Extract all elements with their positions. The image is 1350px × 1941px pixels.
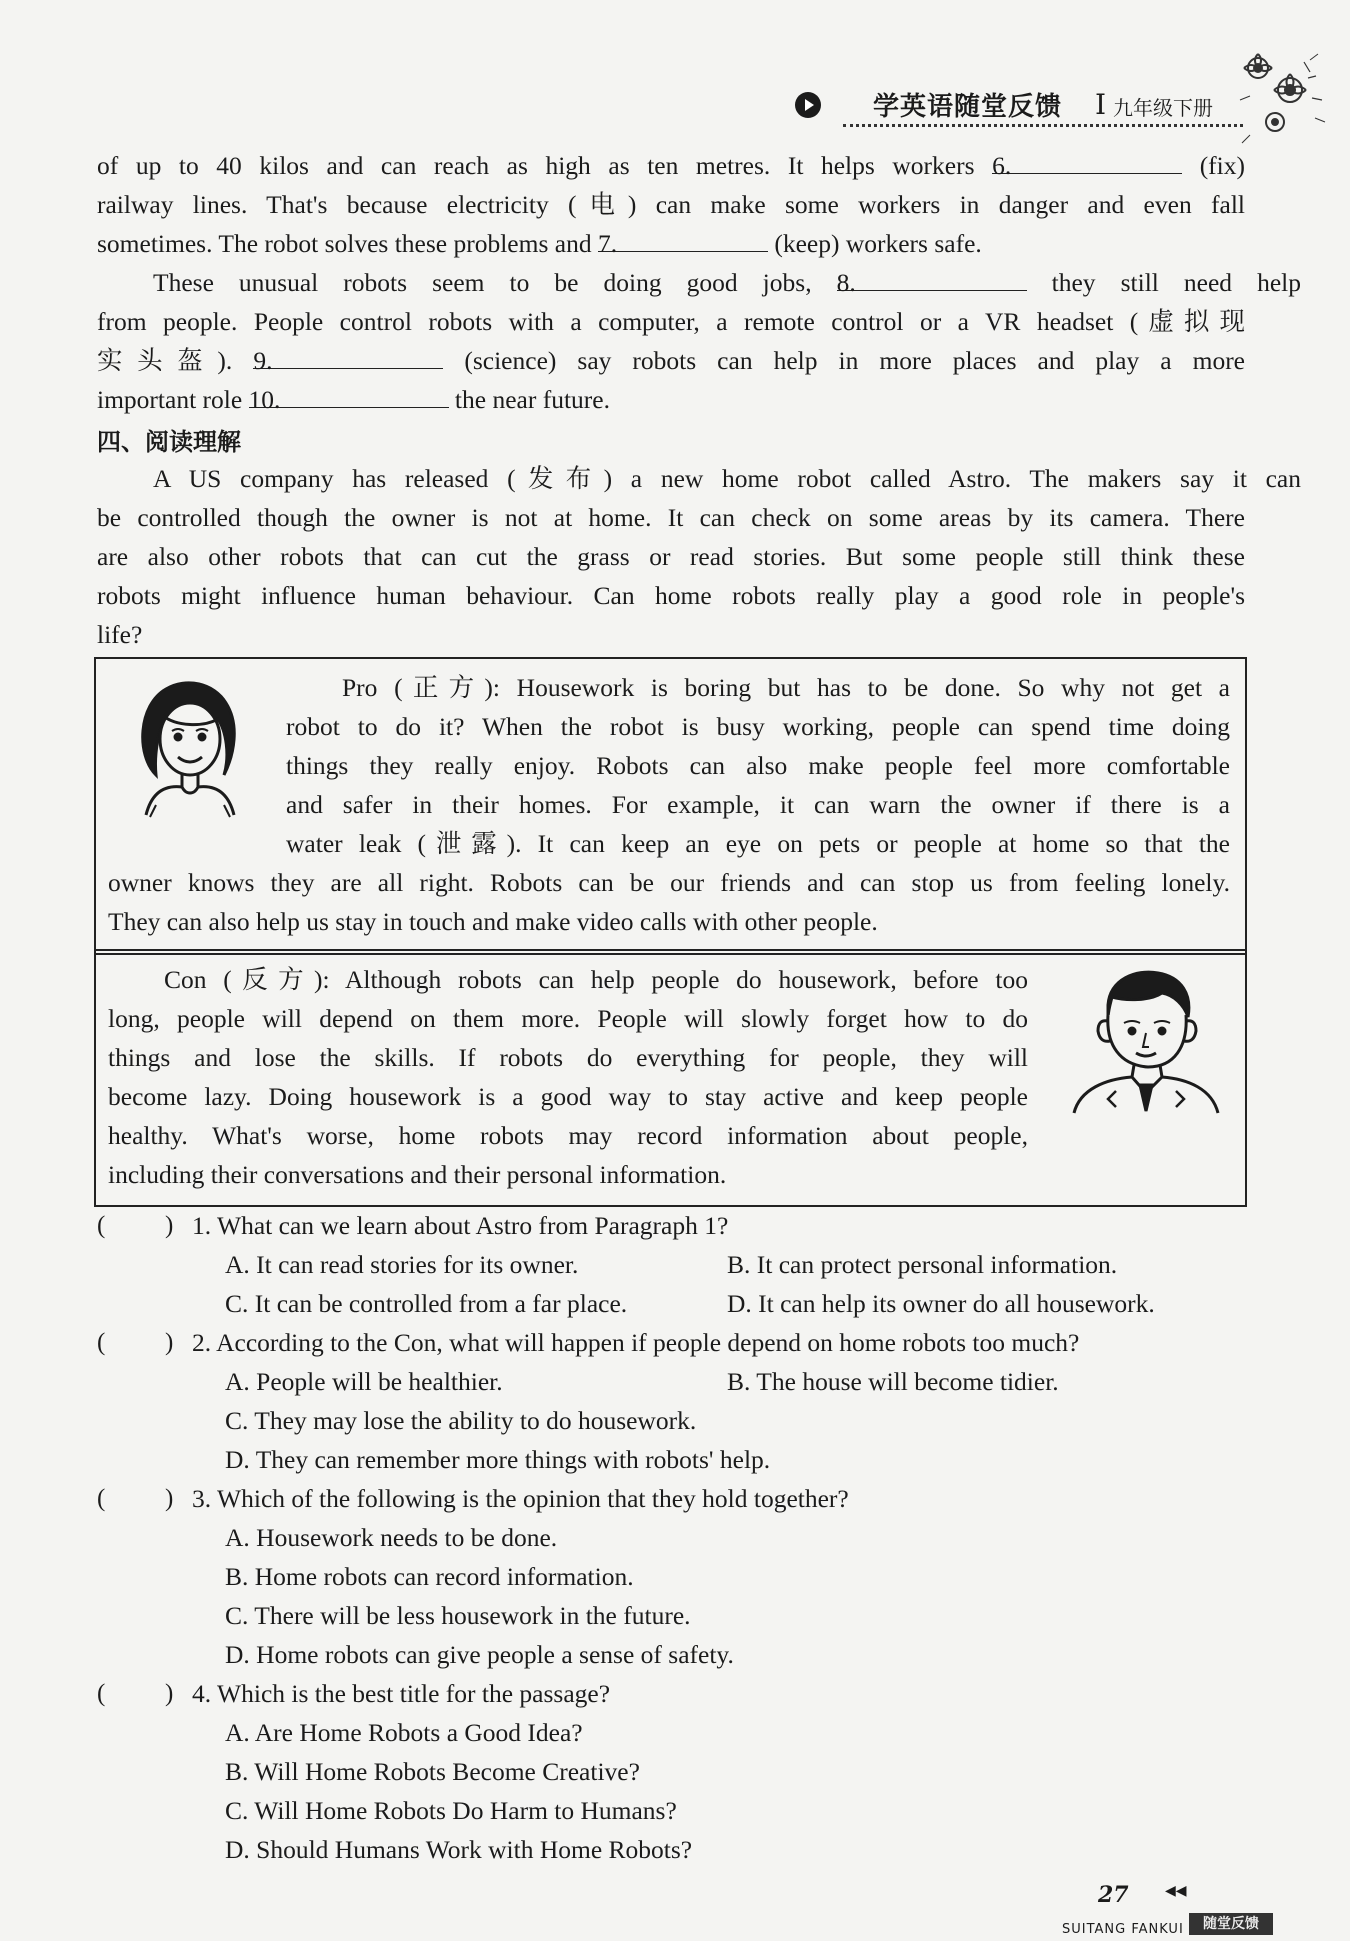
passage-line: railway lines. That's because electricity (电) can make some workers in danger and even fall: [97, 190, 1245, 219]
text: the near future.: [454, 385, 610, 414]
page-header: [795, 78, 1325, 138]
header-dotted-line: [843, 124, 1243, 127]
con-line: things and lose the skills. If robots do everything for people, they will: [108, 1043, 1028, 1072]
text: they still need help: [1051, 268, 1301, 297]
page-number: 27: [1098, 1882, 1129, 1908]
option-1c[interactable]: C. It can be controlled from a far place.: [225, 1289, 628, 1318]
pro-line: owner knows they are all right. Robots can be our friends and can stop us from feeling lonely.: [108, 868, 1230, 897]
passage-line: from people. People control robots with a computer, a remote control or a VR headset (虚拟现: [97, 307, 1245, 336]
answer-paren-right: ): [165, 1680, 174, 1707]
passage-line: [97, 381, 610, 419]
option-1b[interactable]: B. It can protect personal information.: [727, 1250, 1118, 1279]
option-3c[interactable]: C. There will be less housework in the future.: [225, 1601, 691, 1630]
answer-blank-8[interactable]: [836, 264, 1027, 297]
question-3: 3. Which of the following is the opinion that they hold together?: [192, 1484, 849, 1513]
passage-line: [97, 147, 1245, 185]
answer-blank-9[interactable]: [253, 342, 443, 375]
blank-number: 9.: [253, 346, 273, 375]
pro-line: Pro (正方): Housework is boring but has to be done. So why not get a: [342, 673, 1230, 702]
text: important role: [97, 385, 249, 414]
girl-avatar-icon: [126, 675, 254, 820]
pro-line: things they really enjoy. Robots can also make people feel more comfortable: [286, 751, 1230, 780]
man-avatar-icon: [1066, 965, 1226, 1115]
option-2c[interactable]: C. They may lose the ability to do housework.: [225, 1406, 697, 1435]
intro-line: A US company has released (发布) a new home robot called Astro. The makers say it can: [153, 464, 1301, 493]
option-2b[interactable]: B. The house will become tidier.: [727, 1367, 1059, 1396]
text: (fix): [1199, 151, 1245, 180]
option-1d[interactable]: D. It can help its owner do all housework.: [727, 1289, 1155, 1318]
play-icon: [795, 92, 821, 118]
blank-number: 6.: [992, 151, 1012, 180]
answer-paren-left: (: [97, 1212, 106, 1239]
option-1a[interactable]: A. It can read stories for its owner.: [225, 1250, 579, 1279]
text: (keep) workers safe.: [774, 229, 982, 258]
grade-label: 九年级下册: [1113, 96, 1213, 120]
intro-line: robots might influence human behaviour. Can home robots really play a good role in people's: [97, 581, 1245, 610]
section-title: 四、阅读理解: [97, 428, 241, 456]
text: These unusual robots seem to be doing good jobs,: [153, 268, 837, 297]
option-3d[interactable]: D. Home robots can give people a sense of safety.: [225, 1640, 734, 1669]
pro-line: robot to do it? When the robot is busy working, people can spend time doing: [286, 712, 1230, 741]
option-4d[interactable]: D. Should Humans Work with Home Robots?: [225, 1835, 693, 1864]
blank-number: 7.: [597, 229, 618, 258]
answer-blank-6[interactable]: [992, 147, 1182, 180]
question-1: 1. What can we learn about Astro from Paragraph 1?: [192, 1211, 729, 1240]
passage-line: [153, 264, 1301, 302]
blank-number: 10.: [248, 385, 281, 414]
option-4b[interactable]: B. Will Home Robots Become Creative?: [225, 1757, 640, 1786]
intro-line: be controlled though the owner is not at home. It can check on some areas by its camera. There: [97, 503, 1245, 532]
text: 实头盔).: [97, 346, 254, 375]
pro-line: They can also help us stay in touch and make video calls with other people.: [108, 907, 878, 936]
question-4: 4. Which is the best title for the passage?: [192, 1679, 611, 1708]
option-4a[interactable]: A. Are Home Robots a Good Idea?: [225, 1718, 583, 1747]
option-3a[interactable]: A. Housework needs to be done.: [225, 1523, 558, 1552]
passage-line: [97, 342, 1245, 380]
option-2a[interactable]: A. People will be healthier.: [225, 1367, 503, 1396]
pro-line: and safer in their homes. For example, it can warn the owner if there is a: [286, 790, 1230, 819]
header-separator: I: [1095, 88, 1107, 121]
pro-line: water leak (泄露). It can keep an eye on pets or people at home so that the: [286, 829, 1230, 858]
answer-paren-left: (: [97, 1485, 106, 1512]
answer-paren-right: ): [165, 1485, 174, 1512]
footer-latin-label: SUITANG FANKUI: [1062, 1922, 1184, 1937]
text: sometimes. The robot solves these problems and: [97, 229, 598, 258]
answer-paren-right: ): [165, 1212, 174, 1239]
answer-paren-left: (: [97, 1329, 106, 1356]
pro-opinion-box: [94, 657, 1247, 955]
answer-blank-7[interactable]: [597, 225, 768, 258]
question-2: 2. According to the Con, what will happen if people depend on home robots too much?: [192, 1328, 1080, 1357]
text: (science) say robots can help in more places and play a more: [464, 346, 1246, 375]
con-line: become lazy. Doing housework is a good way to stay active and keep people: [108, 1082, 1028, 1111]
blank-number: 8.: [836, 268, 856, 297]
double-arrow-icon: ◀◀: [1165, 1883, 1187, 1899]
flower-decoration-icon: [1220, 40, 1330, 150]
option-4c[interactable]: C. Will Home Robots Do Harm to Humans?: [225, 1796, 677, 1825]
con-opinion-box: [94, 949, 1247, 1207]
con-line: healthy. What's worse, home robots may record information about people,: [108, 1121, 1028, 1150]
footer-badge: 随堂反馈: [1189, 1913, 1273, 1935]
option-2d[interactable]: D. They can remember more things with robots' help.: [225, 1445, 771, 1474]
con-line: long, people will depend on them more. People will slowly forget how to do: [108, 1004, 1028, 1033]
passage-line: [97, 225, 982, 263]
intro-line: are also other robots that can cut the grass or read stories. But some people still think these: [97, 542, 1245, 571]
brand-title: 学英语随堂反馈: [873, 92, 1063, 122]
con-line: including their conversations and their personal information.: [108, 1160, 727, 1189]
answer-paren-right: ): [165, 1329, 174, 1356]
intro-line: life?: [97, 620, 143, 649]
text: of up to 40 kilos and can reach as high as ten metres. It helps workers: [97, 151, 993, 180]
answer-paren-left: (: [97, 1680, 106, 1707]
answer-blank-10[interactable]: [248, 381, 449, 414]
con-line: Con (反方): Although robots can help people do housework, before too: [164, 965, 1028, 994]
option-3b[interactable]: B. Home robots can record information.: [225, 1562, 634, 1591]
